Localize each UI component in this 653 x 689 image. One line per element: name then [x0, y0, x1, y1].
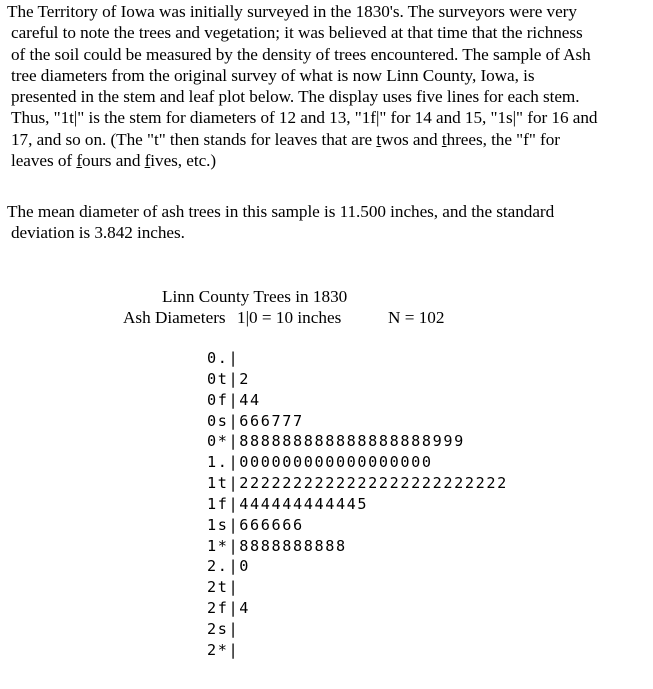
- intro-line: tree diameters from the original survey of what is now Linn County, Iowa, is: [11, 65, 535, 85]
- stem-leaf-row: [207, 598, 508, 619]
- leaves: 666666: [239, 515, 304, 534]
- stem: 2.: [207, 557, 229, 576]
- leaves: 4: [239, 599, 250, 618]
- stats-line: The mean diameter of ash trees in this sample is 11.500 inches, and the standard: [7, 202, 555, 221]
- intro-line: [7, 129, 652, 150]
- stem: 1.: [207, 453, 229, 472]
- stem-leaf-row: [207, 411, 508, 432]
- intro-text: leaves of: [11, 151, 77, 171]
- stem-leaf-row: [207, 390, 508, 411]
- stem-divider: |: [228, 369, 240, 388]
- stem: 1f: [207, 494, 229, 513]
- underlined-letter: f: [76, 151, 83, 171]
- stem-divider: |: [228, 599, 240, 618]
- leaves: 2: [239, 369, 250, 388]
- plot-subtitle: [123, 307, 444, 328]
- plot-key: 1|0 = 10 inches: [237, 308, 342, 327]
- stem-divider: |: [228, 557, 240, 576]
- intro-line: of the soil could be measured by the density of trees encountered. The sample of Ash: [11, 44, 591, 64]
- stem-divider: |: [228, 411, 240, 430]
- stem-divider: |: [228, 432, 240, 451]
- stem: 0.: [207, 349, 229, 367]
- plot-n: N = 102: [388, 308, 445, 327]
- leaves: 8888888888: [239, 536, 347, 555]
- underlined-letter: t: [441, 129, 447, 149]
- stem-leaf-row: [207, 473, 508, 494]
- leaves: 000000000000000000: [239, 453, 433, 472]
- stats-paragraph: [7, 201, 652, 244]
- leaves: 44: [239, 390, 261, 409]
- stem: 0*: [207, 432, 229, 451]
- intro-text: wos and: [381, 129, 442, 149]
- stem-leaf-row: [207, 515, 508, 536]
- stem-leaf-row: [207, 494, 508, 515]
- stem-leaf-row: [207, 556, 508, 577]
- stem-divider: |: [228, 515, 240, 534]
- stem-divider: |: [228, 453, 240, 472]
- stem: 1t: [207, 474, 229, 493]
- underlined-letter: f: [144, 151, 151, 171]
- intro-line: careful to note the trees and vegetation; it was believed at that time that the richness: [11, 23, 583, 43]
- stem: 2t: [207, 578, 229, 597]
- stem-leaf-row: [207, 619, 508, 640]
- stem: 2*: [207, 640, 229, 659]
- stem-leaf-row: [207, 577, 508, 598]
- intro-paragraph: [7, 1, 652, 171]
- intro-line: [7, 150, 652, 171]
- stem-divider: |: [228, 619, 240, 638]
- stem-leaf-row: [207, 536, 508, 557]
- stem-leaf-row: [207, 348, 508, 369]
- stem: 0s: [207, 411, 229, 430]
- intro-text: ours and: [82, 151, 145, 171]
- stem-leaf-row: [207, 640, 508, 661]
- intro-text: 17, and so on. (The "t" then stands for leaves that are: [11, 129, 377, 149]
- intro-line: The Territory of Iowa was initially surveyed in the 1830's. The surveyors were very: [7, 2, 577, 21]
- intro-text: ives, etc.): [150, 151, 217, 171]
- stem-divider: |: [228, 474, 240, 493]
- leaves: 888888888888888888999: [239, 432, 465, 451]
- stem-divider: |: [228, 349, 240, 367]
- intro-line: presented in the stem and leaf plot below. The display uses five lines for each stem.: [11, 87, 580, 107]
- stem: 1*: [207, 536, 229, 555]
- leaves: 0: [239, 557, 250, 576]
- leaves: 444444444445: [239, 494, 369, 513]
- stem-leaf-row: [207, 452, 508, 473]
- stem-divider: |: [228, 640, 240, 659]
- stem-divider: |: [228, 494, 240, 513]
- stem: 1s: [207, 515, 229, 534]
- intro-text: hrees, the "f" for: [446, 129, 560, 149]
- stem: 0t: [207, 369, 229, 388]
- stem-divider: |: [228, 390, 240, 409]
- underlined-letter: t: [376, 129, 382, 149]
- plot-subtitle-label: Ash Diameters: [123, 308, 226, 327]
- stem: 2f: [207, 599, 229, 618]
- stem: 0f: [207, 390, 229, 409]
- stem: 2s: [207, 619, 229, 638]
- leaves: 2222222222222222222222222: [239, 474, 508, 493]
- stats-line: deviation is 3.842 inches.: [11, 223, 185, 243]
- stem-leaf-plot: [207, 348, 508, 661]
- plot-title: Linn County Trees in 1830: [162, 287, 348, 306]
- stem-leaf-row: [207, 431, 508, 452]
- stem-leaf-row: [207, 369, 508, 390]
- leaves: 666777: [239, 411, 304, 430]
- stem-divider: |: [228, 536, 240, 555]
- intro-line: Thus, "1t|" is the stem for diameters of 12 and 13, "1f|" for 14 and 15, "1s|" for 16 and: [11, 108, 598, 128]
- stem-divider: |: [228, 578, 240, 597]
